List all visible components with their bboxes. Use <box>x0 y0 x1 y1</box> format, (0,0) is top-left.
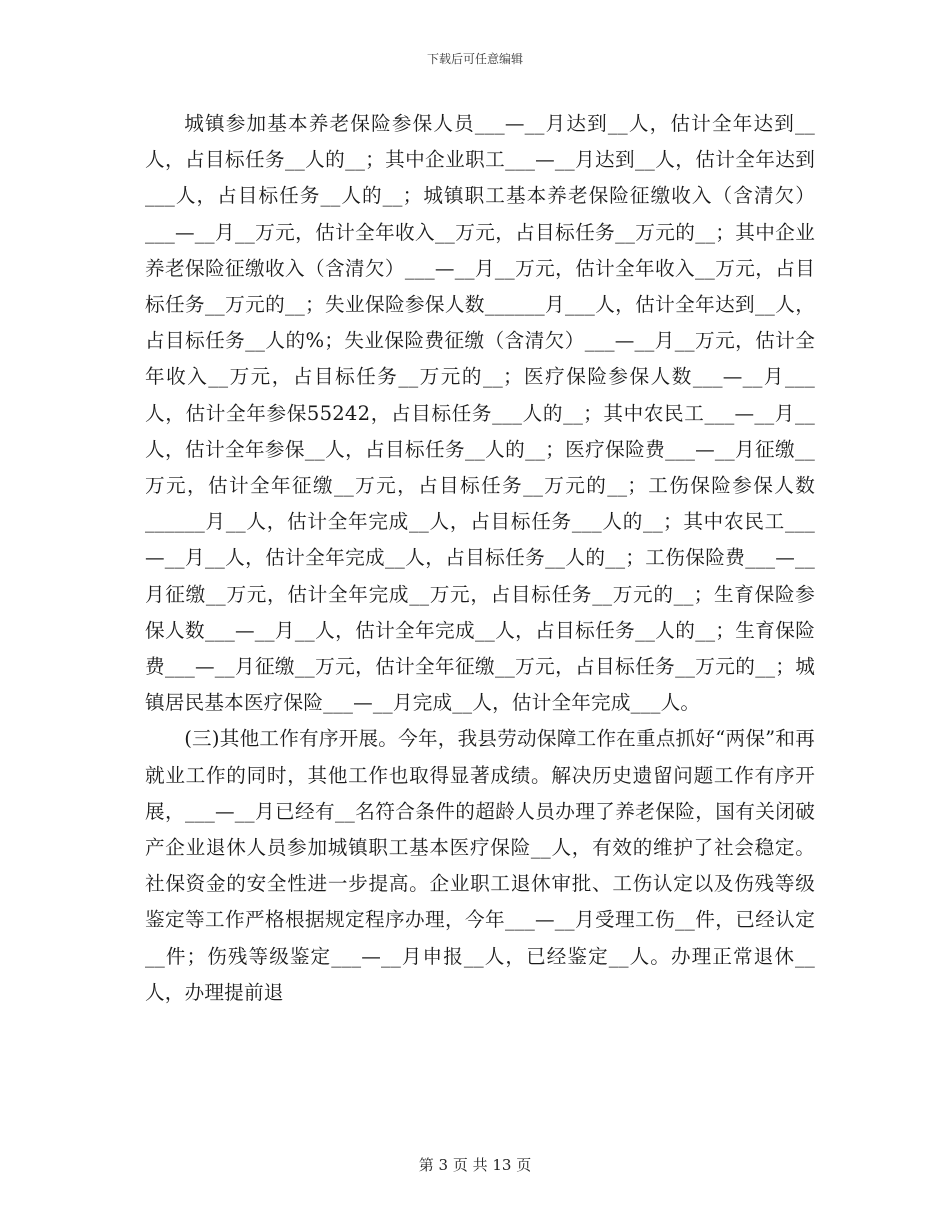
page-number-footer: 第 3 页 共 13 页 <box>418 1156 532 1174</box>
page-header-note: 下载后可任意编辑 <box>426 52 523 66</box>
paragraph-insurance-stats: 城镇参加基本养老保险参保人员___—__月达到__人，估计全年达到__人，占目标任务__人的__；其中企业职工___—__月达到__人，估计全年达到___人，占目标任务__人的__；城镇职工基本养老保险征缴收入（含清欠）___—__月__万元，估计全年收入__万元，占目标任务__万元的__；其中企业养老保险征缴收入（含清欠）___—__月__万元，估计全年收入__万元，占目标任务__万元的__；失业保险参保人数______月___人，估计全年达到__人，占目标任务__人的%；失业保险费征缴（含清欠）___—__月__万元，估计全年收入__万元，占目标任务__万元的__；医疗保险参保人数___—__月___人，估计全年参保55242，占目标任务___人的__；其中农民工___—__月__人，估计全年参保__人，占目标任务__人的__；医疗保险费___—__月征缴__万元，估计全年征缴__万元，占目标任务__万元的__；工伤保险参保人数______月__人，估计全年完成__人，占目标任务___人的__；其中农民工___—__月__人，估计全年完成__人，占目标任务__人的__；工伤保险费___—__月征缴__万元，估计全年完成__万元，占目标任务__万元的__；生育保险参保人数___—__月__人，估计全年完成__人，占目标任务__人的__；生育保险费___—__月征缴__万元，估计全年征缴__万元，占目标任务__万元的__；城镇居民基本医疗保险___—__月完成__人，估计全年完成___人。 <box>145 112 815 715</box>
document-body <box>145 106 815 1011</box>
paragraph-other-work: (三)其他工作有序开展。今年，我县劳动保障工作在重点抓好“两保”和再就业工作的同时，其他工作也取得显著成绩。解决历史遗留问题工作有序开展，___—__月已经有__名符合条件的超龄人员办理了养老保险，国有关闭破产企业退休人员参加城镇职工基本医疗保险__人，有效的维护了社会稳定。社保资金的安全性进一步提高。企业职工退休审批、工伤认定以及伤残等级鉴定等工作严格根据规定程序办理，今年___—__月受理工伤__件，已经认定__件；伤残等级鉴定___—__月申报__人，已经鉴定__人。办理正常退休__人，办理提前退 <box>145 727 815 1004</box>
